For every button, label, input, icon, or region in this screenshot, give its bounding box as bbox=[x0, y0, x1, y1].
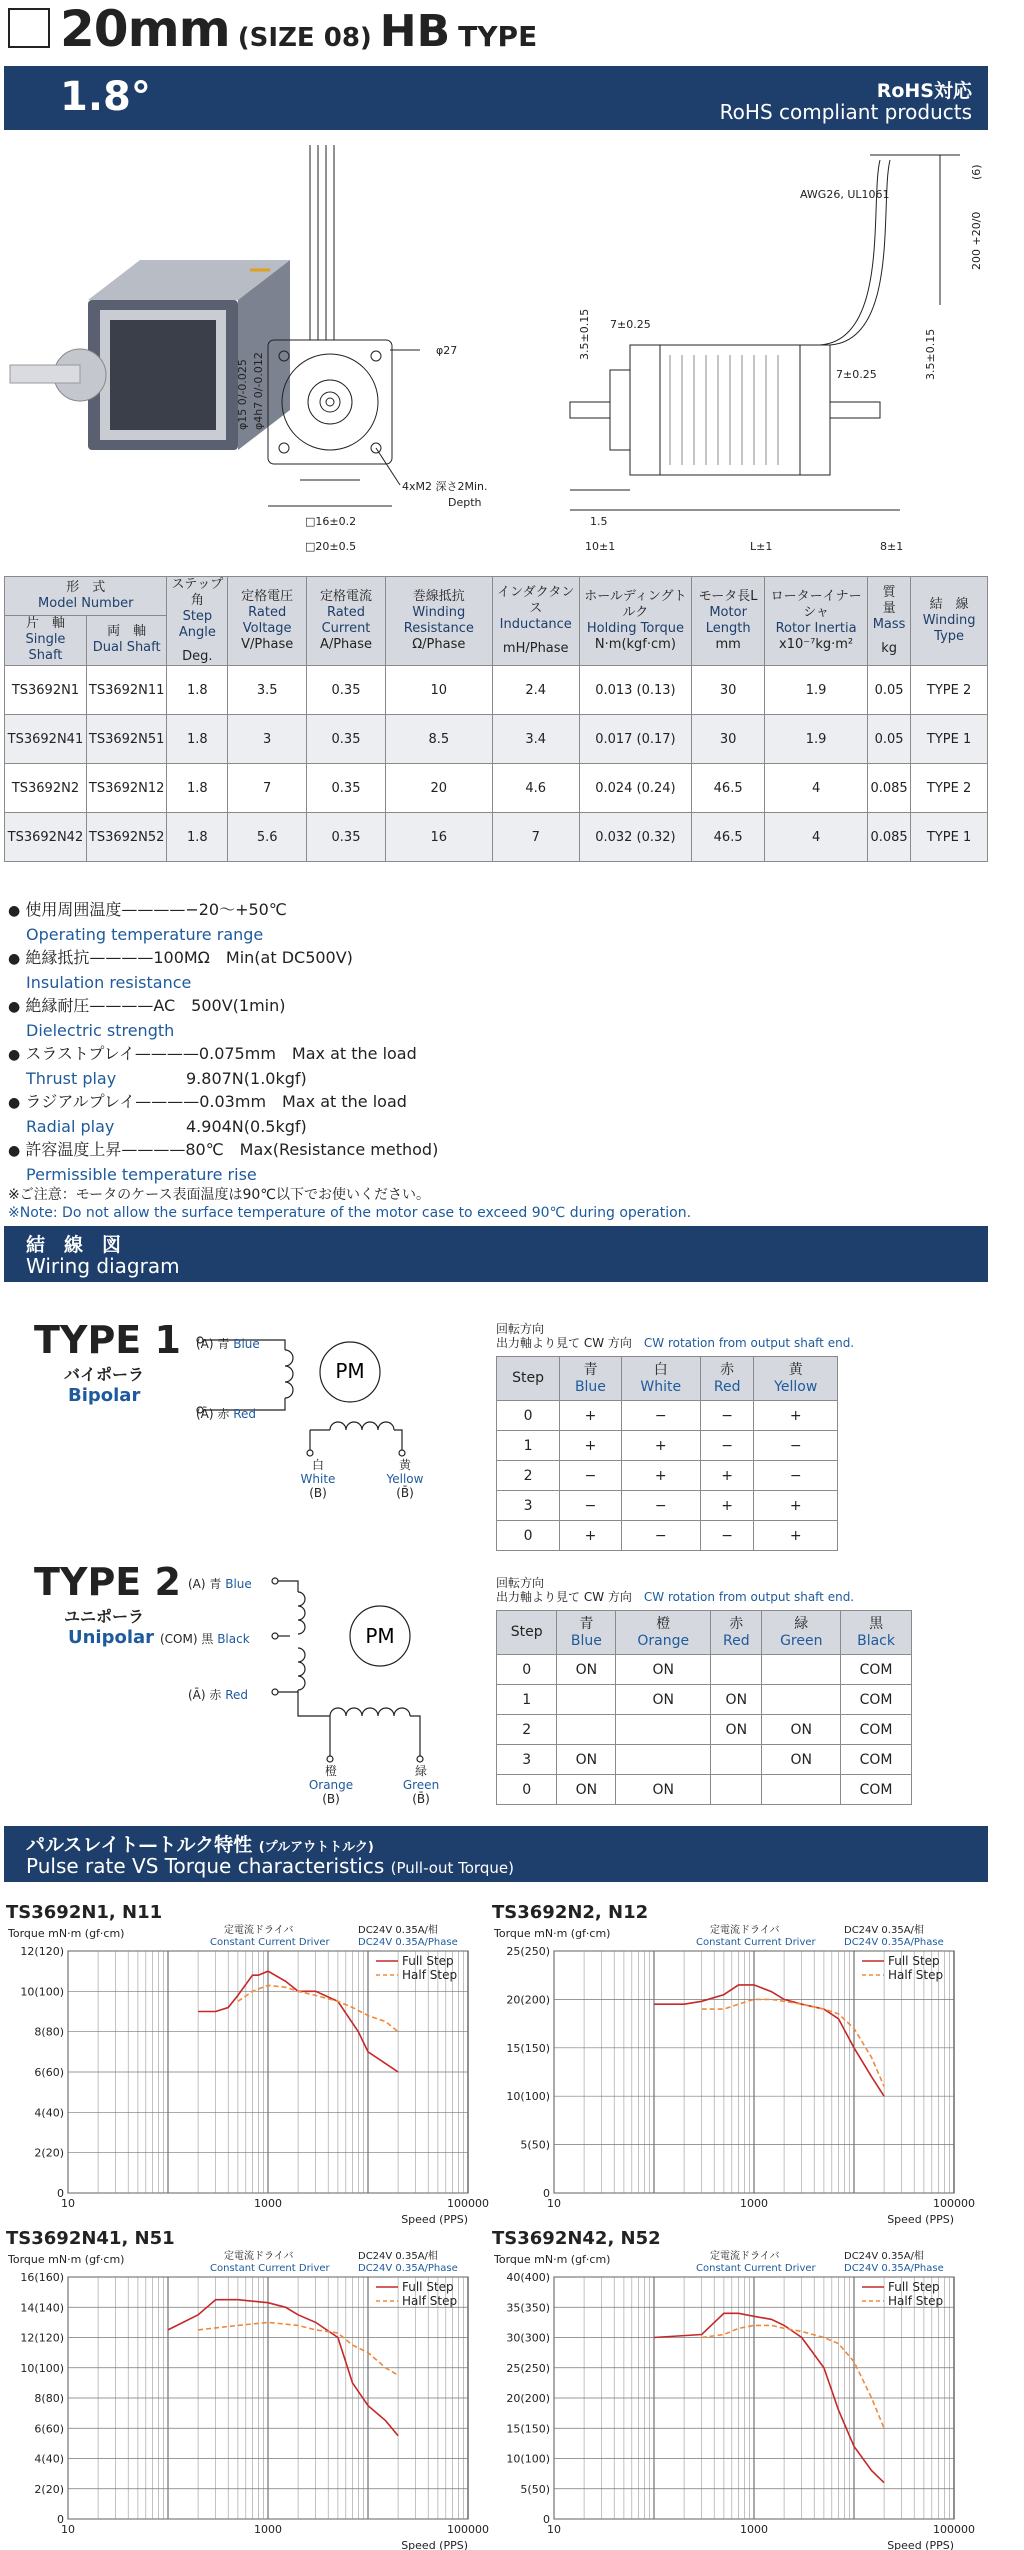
step-row bbox=[497, 1461, 838, 1491]
col-rated-voltage: 定格電圧 Rated Voltage V/Phase bbox=[228, 577, 307, 666]
step-cell: ON bbox=[557, 1655, 616, 1685]
chart-xlabel: Speed (PPS) bbox=[401, 2539, 468, 2550]
wiring-section-bar bbox=[4, 1226, 988, 1282]
step-cell: 0 bbox=[497, 1401, 560, 1431]
pulse-section-bar bbox=[4, 1826, 988, 1882]
spec-cell: TS3692N42 bbox=[5, 813, 87, 862]
y-tick-label: 5(50) bbox=[520, 2482, 550, 2496]
spec-cell: 30 bbox=[692, 715, 765, 764]
spec-cell: 1.8 bbox=[167, 715, 228, 764]
spec-cell: TS3692N52 bbox=[86, 813, 167, 862]
step-row bbox=[497, 1775, 912, 1805]
dim-depth: Depth bbox=[448, 496, 482, 509]
spec-table bbox=[4, 576, 988, 862]
chart-spec-jp: DC24V 0.35A/相 bbox=[844, 1925, 924, 1936]
chart-svg bbox=[492, 2249, 975, 2550]
chart-driver-jp: 定電流ドライバ bbox=[224, 2251, 294, 2262]
type1-rotation-note: 回転方向 出力軸より見て CW 方向 CW rotation from output shaft end. bbox=[496, 1322, 855, 1350]
step-cell: + bbox=[560, 1431, 622, 1461]
spec-cell: 0.35 bbox=[307, 666, 386, 715]
header-box bbox=[8, 8, 50, 48]
step-header: 赤 Red bbox=[711, 1611, 762, 1655]
legend-label: Half Step bbox=[888, 1968, 944, 1982]
step-cell: 0 bbox=[497, 1655, 557, 1685]
y-tick-label: 6(60) bbox=[34, 2066, 64, 2079]
step-cell: + bbox=[560, 1401, 622, 1431]
type1-white-label: 白 White (B) bbox=[300, 1458, 336, 1500]
step-cell: − bbox=[560, 1461, 622, 1491]
chart-spec-en: DC24V 0.35A/Phase bbox=[358, 2263, 458, 2274]
step-cell: + bbox=[700, 1461, 754, 1491]
spec-cell: 46.5 bbox=[692, 764, 765, 813]
x-tick-label: 100000 bbox=[933, 2523, 975, 2536]
col-step-angle: ステップ角 Step Angle Deg. bbox=[167, 577, 228, 666]
step-cell: COM bbox=[841, 1655, 912, 1685]
spec-cell: TS3692N12 bbox=[86, 764, 167, 813]
step-cell: ON bbox=[557, 1775, 616, 1805]
spec-cell: 4 bbox=[765, 813, 868, 862]
x-tick-label: 1000 bbox=[740, 2197, 768, 2210]
dim-phi27: φ27 bbox=[436, 344, 458, 357]
col-motor-length: モータ長L Motor Length mm bbox=[692, 577, 765, 666]
step-cell: COM bbox=[841, 1685, 912, 1715]
chart-spec-jp: DC24V 0.35A/相 bbox=[358, 2251, 438, 2262]
y-tick-label: 2(20) bbox=[34, 2482, 64, 2496]
chart-driver-jp: 定電流ドライバ bbox=[710, 2251, 780, 2262]
spec-cell: 2.4 bbox=[492, 666, 579, 715]
step-cell: ON bbox=[616, 1655, 711, 1685]
chart-ylabel: Torque mN·m (gf·cm) bbox=[8, 2253, 125, 2266]
y-tick-label: 16(160) bbox=[20, 2271, 64, 2284]
chart-spec-jp: DC24V 0.35A/相 bbox=[844, 2251, 924, 2262]
step-cell: 2 bbox=[497, 1715, 557, 1745]
step-header: 青 Blue bbox=[557, 1611, 616, 1655]
spec-row bbox=[5, 813, 988, 862]
step-cell bbox=[711, 1775, 762, 1805]
spec-cell: TS3692N1 bbox=[5, 666, 87, 715]
spec-cell: 0.032 (0.32) bbox=[579, 813, 691, 862]
spec-cell: TYPE 1 bbox=[911, 715, 988, 764]
step-cell bbox=[711, 1655, 762, 1685]
y-tick-label: 6(60) bbox=[34, 2422, 64, 2436]
col-mass: 質 量 Mass kg bbox=[867, 577, 910, 666]
type1-label bbox=[34, 1318, 181, 1406]
type1-jp: バイポーラ bbox=[64, 1365, 145, 1384]
step-row bbox=[497, 1685, 912, 1715]
step-cell: − bbox=[560, 1491, 622, 1521]
spec-cell: 1.8 bbox=[167, 813, 228, 862]
dim-screw: 4xM2 深さ2Min. bbox=[402, 480, 488, 493]
step-cell bbox=[762, 1775, 841, 1805]
legend-label: Full Step bbox=[402, 1954, 454, 1968]
y-tick-label: 25(250) bbox=[506, 2361, 550, 2375]
step-row bbox=[497, 1521, 838, 1551]
type2-com-label: (COM) 黒 Black bbox=[160, 1632, 250, 1646]
step-cell: − bbox=[700, 1401, 754, 1431]
type2-abar-label: (Ā) 赤 Red bbox=[188, 1688, 249, 1702]
x-tick-label: 100000 bbox=[447, 2197, 489, 2210]
step-cell: + bbox=[560, 1521, 622, 1551]
y-tick-label: 2(20) bbox=[34, 2146, 64, 2160]
torque-chart bbox=[492, 2228, 975, 2550]
chart-spec-jp: DC24V 0.35A/相 bbox=[358, 1925, 438, 1936]
spec-cell: 3.5 bbox=[228, 666, 307, 715]
chart-driver-en: Constant Current Driver bbox=[696, 1937, 816, 1948]
chart-driver-en: Constant Current Driver bbox=[210, 1937, 330, 1948]
spec-cell: TYPE 2 bbox=[911, 666, 988, 715]
step-cell: − bbox=[621, 1491, 700, 1521]
type2-pm: PM bbox=[365, 1624, 395, 1648]
torque-chart bbox=[492, 1902, 975, 2226]
chart-xlabel: Speed (PPS) bbox=[887, 2539, 954, 2550]
y-tick-label: 0 bbox=[57, 2513, 64, 2526]
spec-row bbox=[5, 764, 988, 813]
type2-label bbox=[34, 1560, 181, 1648]
step-header: Step bbox=[497, 1611, 557, 1655]
step-row bbox=[497, 1745, 912, 1775]
chart-driver-jp: 定電流ドライバ bbox=[710, 1925, 780, 1936]
spec-cell: 1.9 bbox=[765, 666, 868, 715]
step-cell: + bbox=[754, 1491, 838, 1521]
spec-cell: TYPE 1 bbox=[911, 813, 988, 862]
dim-35a: 3.5±0.15 bbox=[578, 308, 591, 360]
y-tick-label: 4(40) bbox=[34, 2106, 64, 2120]
x-tick-label: 10 bbox=[547, 2197, 561, 2210]
step-cell: 0 bbox=[497, 1775, 557, 1805]
type2-orange-label: 橙 Orange (B) bbox=[308, 1764, 354, 1806]
type2-rotation-note: 回転方向 出力軸より見て CW 方向 CW rotation from output shaft end. bbox=[496, 1576, 855, 1604]
caution-en: ※Note: Do not allow the surface temperature of the motor case to exceed 90℃ during operation. bbox=[8, 1205, 692, 1221]
spec-cell: 10 bbox=[385, 666, 492, 715]
spec-cell: 4 bbox=[765, 764, 868, 813]
chart-driver-en: Constant Current Driver bbox=[210, 2263, 330, 2274]
front-view bbox=[268, 145, 420, 506]
spec-cell: 1.8 bbox=[167, 666, 228, 715]
step-cell bbox=[762, 1655, 841, 1685]
spec-cell: 0.35 bbox=[307, 715, 386, 764]
step-cell: 3 bbox=[497, 1745, 557, 1775]
spec-cell: 20 bbox=[385, 764, 492, 813]
legend-label: Full Step bbox=[402, 2280, 454, 2294]
spec-cell: 0.085 bbox=[867, 813, 910, 862]
dim-7b: 7±0.25 bbox=[836, 368, 877, 381]
note-item: ● 許容温度上昇————80℃ Max(Resistance method) Permissible temperature rise bbox=[8, 1140, 439, 1184]
notes bbox=[8, 898, 968, 1222]
step-row bbox=[497, 1401, 838, 1431]
size-main: 20mm bbox=[60, 0, 230, 58]
x-tick-label: 10 bbox=[61, 2197, 75, 2210]
legend-label: Half Step bbox=[402, 2294, 458, 2308]
pulse-title-jp: パルスレイト—トルク特性 (プルアウトトルク) bbox=[26, 1834, 374, 1856]
step-cell: ON bbox=[557, 1745, 616, 1775]
legend-label: Half Step bbox=[888, 2294, 944, 2308]
step-header: 緑 Green bbox=[762, 1611, 841, 1655]
pulse-title-en: Pulse rate VS Torque characteristics (Pull-out Torque) bbox=[26, 1854, 514, 1878]
y-tick-label: 25(250) bbox=[506, 1945, 550, 1958]
spec-cell: 5.6 bbox=[228, 813, 307, 862]
type2-a-label: (A) 青 Blue bbox=[188, 1577, 252, 1591]
spec-cell: 3.4 bbox=[492, 715, 579, 764]
dim-8: 8±1 bbox=[880, 540, 904, 553]
spec-cell: TS3692N51 bbox=[86, 715, 167, 764]
y-tick-label: 10(100) bbox=[506, 2090, 550, 2104]
chart-driver-en: Constant Current Driver bbox=[696, 2263, 816, 2274]
step-cell bbox=[557, 1715, 616, 1745]
spec-row bbox=[5, 715, 988, 764]
chart-title: TS3692N42, N52 bbox=[492, 2228, 661, 2249]
spec-row bbox=[5, 666, 988, 715]
x-tick-label: 1000 bbox=[254, 2197, 282, 2210]
step-cell bbox=[616, 1715, 711, 1745]
chart-svg bbox=[492, 1923, 975, 2226]
note-item: ● ラジアルプレイ————0.03mm Max at the load Radial play 4.904N(0.5kgf) bbox=[8, 1092, 407, 1136]
step-cell: ON bbox=[711, 1715, 762, 1745]
y-tick-label: 15(150) bbox=[506, 2422, 550, 2436]
x-tick-label: 10 bbox=[547, 2523, 561, 2536]
step-cell: + bbox=[621, 1431, 700, 1461]
step-header: 橙 Orange bbox=[616, 1611, 711, 1655]
step-cell bbox=[711, 1745, 762, 1775]
step-cell: − bbox=[700, 1521, 754, 1551]
dim-awg: AWG26, UL1061 bbox=[800, 188, 890, 201]
note-item: ● 絶縁耐圧————AC 500V(1min) Dielectric strength bbox=[8, 996, 286, 1040]
dim-phi4h7: φ4h7 0/-0.012 bbox=[252, 352, 265, 430]
dim-15: 1.5 bbox=[590, 515, 608, 528]
step-cell: ON bbox=[762, 1745, 841, 1775]
y-tick-label: 12(120) bbox=[20, 2331, 64, 2345]
chart-spec-en: DC24V 0.35A/Phase bbox=[844, 1937, 944, 1948]
size-sub: (SIZE 08) bbox=[237, 23, 372, 53]
type1-title: TYPE 1 bbox=[34, 1318, 181, 1362]
type-label: TYPE bbox=[458, 20, 538, 53]
step-row bbox=[497, 1655, 912, 1685]
step-cell: + bbox=[621, 1461, 700, 1491]
dim-16: □16±0.2 bbox=[305, 515, 357, 528]
spec-cell: 0.05 bbox=[867, 715, 910, 764]
y-tick-label: 20(200) bbox=[506, 1993, 550, 2007]
single-shaft-header: 片 軸 Single Shaft bbox=[5, 615, 87, 665]
dimension-drawings bbox=[0, 140, 1024, 570]
dim-35b: 3.5±0.15 bbox=[924, 328, 937, 380]
step-cell: 1 bbox=[497, 1431, 560, 1461]
step-header: 赤 Red bbox=[700, 1357, 754, 1401]
spec-cell: TYPE 2 bbox=[911, 764, 988, 813]
spec-cell: 0.085 bbox=[867, 764, 910, 813]
y-tick-label: 0 bbox=[543, 2513, 550, 2526]
step-cell: ON bbox=[762, 1715, 841, 1745]
x-tick-label: 100000 bbox=[447, 2523, 489, 2536]
model-header: 形 式 Model Number bbox=[5, 577, 167, 616]
type2-green-label: 緑 Green (B̄) bbox=[402, 1764, 440, 1806]
dim-7a: 7±0.25 bbox=[610, 318, 651, 331]
legend-label: Full Step bbox=[888, 2280, 940, 2294]
step-cell: COM bbox=[841, 1745, 912, 1775]
step-cell: − bbox=[700, 1431, 754, 1461]
rohs-en: RoHS compliant products bbox=[719, 100, 972, 124]
step-header: 青 Blue bbox=[560, 1357, 622, 1401]
step-cell: 2 bbox=[497, 1461, 560, 1491]
torque-chart bbox=[6, 1902, 489, 2226]
step-cell: + bbox=[700, 1491, 754, 1521]
side-view bbox=[570, 155, 960, 510]
y-tick-label: 30(300) bbox=[506, 2331, 550, 2345]
step-row bbox=[497, 1715, 912, 1745]
y-tick-label: 0 bbox=[543, 2187, 550, 2200]
step-header: Step bbox=[497, 1357, 560, 1401]
y-tick-label: 8(80) bbox=[34, 2392, 64, 2405]
step-cell bbox=[762, 1685, 841, 1715]
legend-label: Half Step bbox=[402, 1968, 458, 1982]
chart-ylabel: Torque mN·m (gf·cm) bbox=[8, 1927, 125, 1940]
x-tick-label: 1000 bbox=[740, 2523, 768, 2536]
y-tick-label: 14(140) bbox=[20, 2301, 64, 2315]
page-title bbox=[60, 0, 537, 60]
y-tick-label: 15(150) bbox=[506, 2041, 550, 2055]
spec-body bbox=[5, 666, 988, 862]
type2-step-table bbox=[496, 1610, 912, 1805]
step-cell: COM bbox=[841, 1775, 912, 1805]
dim-200: 200 +20/0 bbox=[970, 211, 983, 270]
y-tick-label: 10(100) bbox=[20, 1985, 64, 1999]
chart-svg bbox=[6, 1923, 489, 2226]
spec-cell: 0.024 (0.24) bbox=[579, 764, 691, 813]
step-cell bbox=[557, 1685, 616, 1715]
spec-cell: 7 bbox=[492, 813, 579, 862]
y-tick-label: 4(40) bbox=[34, 2452, 64, 2466]
col-rated-current: 定格電流 Rated Current A/Phase bbox=[307, 577, 386, 666]
spec-cell: 16 bbox=[385, 813, 492, 862]
type1-en: Bipolar bbox=[68, 1385, 141, 1406]
type1-abar-label: (Ā) 赤 Red bbox=[196, 1407, 257, 1421]
x-tick-label: 100000 bbox=[933, 2197, 975, 2210]
y-tick-label: 10(100) bbox=[20, 2361, 64, 2375]
y-tick-label: 20(200) bbox=[506, 2392, 550, 2405]
step-header: 黄 Yellow bbox=[754, 1357, 838, 1401]
type1-yellow-label: 黄 Yellow (B̄) bbox=[386, 1458, 424, 1500]
chart-title: TS3692N41, N51 bbox=[6, 2228, 175, 2249]
step-cell: + bbox=[754, 1401, 838, 1431]
chart-title: TS3692N2, N12 bbox=[492, 1902, 649, 1923]
step-header: 白 White bbox=[621, 1357, 700, 1401]
note-item: ● 絶縁抵抗————100MΩ Min(at DC500V) Insulation resistance bbox=[8, 948, 353, 992]
step-cell: 3 bbox=[497, 1491, 560, 1521]
spec-cell: 0.35 bbox=[307, 764, 386, 813]
dim-20: □20±0.5 bbox=[305, 540, 357, 553]
torque-chart bbox=[6, 2228, 489, 2550]
spec-cell: 30 bbox=[692, 666, 765, 715]
step-cell: − bbox=[621, 1401, 700, 1431]
hb-label: HB bbox=[379, 6, 451, 57]
step-cell: ON bbox=[616, 1685, 711, 1715]
rohs-jp: RoHS対応 bbox=[876, 80, 972, 102]
type1-pm: PM bbox=[335, 1359, 365, 1383]
step-row bbox=[497, 1491, 838, 1521]
wiring-title-en: Wiring diagram bbox=[26, 1254, 180, 1278]
type2-jp: ユニポーラ bbox=[64, 1607, 145, 1626]
step-cell: + bbox=[754, 1521, 838, 1551]
spec-cell: 8.5 bbox=[385, 715, 492, 764]
chart-ylabel: Torque mN·m (gf·cm) bbox=[494, 2253, 611, 2266]
col-winding-resistance: 巻線抵抗 Winding Resistance Ω/Phase bbox=[385, 577, 492, 666]
spec-cell: TS3692N2 bbox=[5, 764, 87, 813]
y-tick-label: 5(50) bbox=[520, 2138, 550, 2152]
chart-svg bbox=[6, 2249, 489, 2550]
dual-shaft-header: 両 軸 Dual Shaft bbox=[86, 615, 167, 665]
step-cell: − bbox=[754, 1431, 838, 1461]
type2-title: TYPE 2 bbox=[34, 1560, 181, 1604]
spec-cell: 0.013 (0.13) bbox=[579, 666, 691, 715]
step-cell bbox=[616, 1745, 711, 1775]
y-tick-label: 8(80) bbox=[34, 2025, 64, 2039]
note-item: ● 使用周囲温度————−20〜+50℃ Operating temperature range bbox=[8, 900, 287, 944]
step-cell: − bbox=[754, 1461, 838, 1491]
caution-jp: ※ご注意：モータのケース表面温度は90℃以下でお使いください。 bbox=[8, 1187, 431, 1203]
step-angle: 1.8° bbox=[60, 74, 151, 120]
type2-en: Unipolar bbox=[68, 1627, 155, 1648]
x-tick-label: 1000 bbox=[254, 2523, 282, 2536]
spec-cell: TS3692N41 bbox=[5, 715, 87, 764]
step-cell: − bbox=[621, 1521, 700, 1551]
y-tick-label: 35(350) bbox=[506, 2301, 550, 2315]
dim-phi15: φ15 0/-0.025 bbox=[236, 359, 249, 430]
chart-spec-en: DC24V 0.35A/Phase bbox=[844, 2263, 944, 2274]
step-cell: COM bbox=[841, 1715, 912, 1745]
step-cell: ON bbox=[616, 1775, 711, 1805]
note-item: ● スラストプレイ————0.075mm Max at the load Thrust play 9.807N(1.0kgf) bbox=[8, 1044, 417, 1088]
step-header: 黒 Black bbox=[841, 1611, 912, 1655]
step-cell: 0 bbox=[497, 1521, 560, 1551]
dim-10: 10±1 bbox=[585, 540, 616, 553]
chart-title: TS3692N1, N11 bbox=[6, 1902, 163, 1923]
spec-cell: 3 bbox=[228, 715, 307, 764]
y-tick-label: 12(120) bbox=[20, 1945, 64, 1958]
chart-xlabel: Speed (PPS) bbox=[401, 2213, 468, 2226]
wiring-title-jp: 結 線 図 bbox=[26, 1234, 122, 1256]
spec-cell: 1.8 bbox=[167, 764, 228, 813]
spec-cell: 0.35 bbox=[307, 813, 386, 862]
type1-a-label: (A) 青 Blue bbox=[196, 1337, 260, 1351]
y-tick-label: 40(400) bbox=[506, 2271, 550, 2284]
col-rotor-inertia: ローターイナーシャ Rotor Inertia x10⁻⁷kg·m² bbox=[765, 577, 868, 666]
spec-cell: 0.017 (0.17) bbox=[579, 715, 691, 764]
col-winding-type: 結 線 Winding Type bbox=[911, 577, 988, 666]
chart-driver-jp: 定電流ドライバ bbox=[224, 1925, 294, 1936]
step-cell: ON bbox=[711, 1685, 762, 1715]
spec-cell: 1.9 bbox=[765, 715, 868, 764]
y-tick-label: 0 bbox=[57, 2187, 64, 2200]
dim-L: L±1 bbox=[750, 540, 773, 553]
col-inductance: インダクタンス Inductance mH/Phase bbox=[492, 577, 579, 666]
dim-6: (6) bbox=[970, 164, 983, 180]
spec-cell: 4.6 bbox=[492, 764, 579, 813]
spec-cell: 7 bbox=[228, 764, 307, 813]
spec-cell: TS3692N11 bbox=[86, 666, 167, 715]
step-row bbox=[497, 1431, 838, 1461]
chart-ylabel: Torque mN·m (gf·cm) bbox=[494, 1927, 611, 1940]
x-tick-label: 10 bbox=[61, 2523, 75, 2536]
legend-label: Full Step bbox=[888, 1954, 940, 1968]
y-tick-label: 10(100) bbox=[506, 2452, 550, 2466]
spec-cell: 46.5 bbox=[692, 813, 765, 862]
spec-cell: 0.05 bbox=[867, 666, 910, 715]
type1-step-table bbox=[496, 1356, 838, 1551]
chart-spec-en: DC24V 0.35A/Phase bbox=[358, 1937, 458, 1948]
chart-xlabel: Speed (PPS) bbox=[887, 2213, 954, 2226]
step-cell: 1 bbox=[497, 1685, 557, 1715]
col-holding-torque: ホールディングトルク Holding Torque N·m(kgf·cm) bbox=[579, 577, 691, 666]
step-angle-banner bbox=[4, 66, 988, 130]
